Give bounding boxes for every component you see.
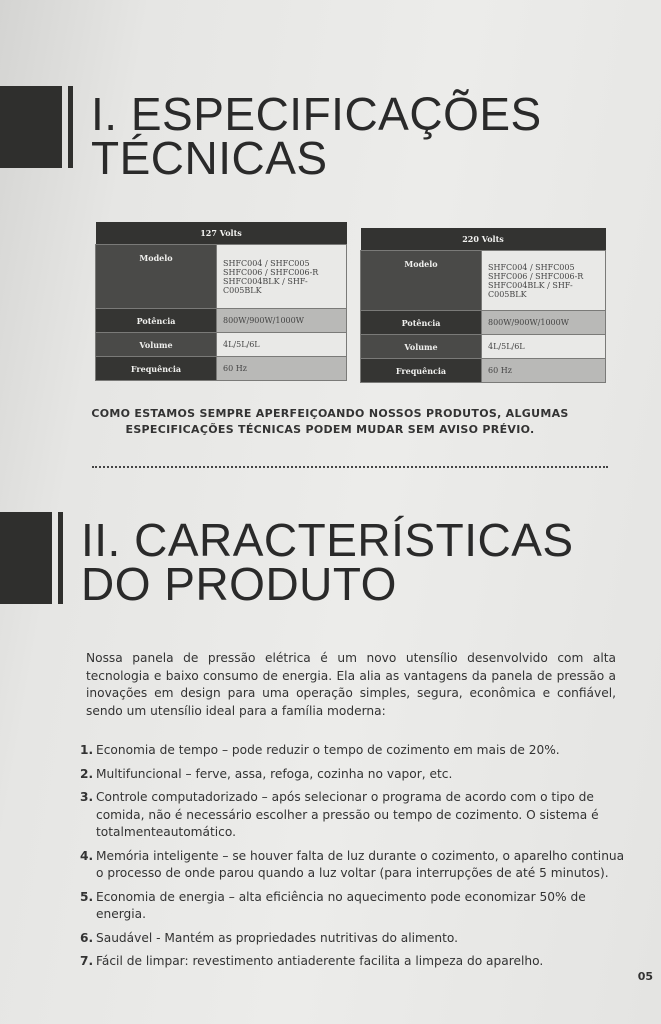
- section-1-title: [91, 88, 542, 184]
- table-header: 220 Volts: [361, 228, 606, 251]
- row-label-potencia: Potência: [96, 309, 217, 333]
- heading-thin-bar: [58, 512, 63, 604]
- list-item: 3. Controle computadorizado – após selecionar o programa de acordo com o tipo de comida, não é necessário escolher a pressão ou tempo de cozimento. O sistema é totalmenteautomático.: [80, 790, 599, 839]
- row-value-volume: 4L/5L/6L: [482, 335, 606, 359]
- row-value-potencia: 800W/900W/1000W: [482, 311, 606, 335]
- heading-thin-bar: [68, 86, 73, 168]
- list-item: 1. Economia de tempo – pode reduzir o tempo de cozimento em mais de 20%.: [80, 743, 560, 757]
- row-label-modelo: Modelo: [96, 245, 217, 309]
- row-value-modelo: SHFC004 / SHFC005 SHFC006 / SHFC006-R SHFC004BLK / SHF-C005BLK: [217, 245, 347, 309]
- heading-block-bar: [0, 512, 52, 604]
- row-label-potencia: Potência: [361, 311, 482, 335]
- intro-paragraph: Nossa panela de pressão elétrica é um novo utensílio desenvolvido com alta tecnologia e baixo consumo de energia. Ela alia as vantagens da panela de pressão a inovações em design para uma operação simples, segura, econômica e confiável, sendo um utensílio ideal para a família moderna:: [86, 651, 616, 718]
- section-2-title-line2: DO PRODUTO: [81, 558, 397, 610]
- row-label-volume: Volume: [96, 333, 217, 357]
- list-item: 6. Saudável - Mantém as propriedades nutritivas do alimento.: [80, 930, 459, 945]
- section-2-heading: [0, 512, 574, 610]
- spec-table-220v: [360, 228, 606, 383]
- dotted-divider: [92, 466, 608, 468]
- spec-table-127v: [95, 222, 347, 381]
- table-header: 127 Volts: [96, 222, 347, 245]
- spec-change-notice: COMO ESTAMOS SEMPRE APERFEIÇOANDO NOSSOS PRODUTOS, ALGUMAS ESPECIFICAÇÕES TÉCNICAS PODEM MUDAR SEM AVISO PRÉVIO.: [91, 407, 569, 436]
- list-item: 5. Economia de energia – alta eficiência no aquecimento pode economizar 50% de energia.: [80, 889, 586, 921]
- row-label-frequencia: Frequência: [96, 357, 217, 381]
- feature-list: [80, 742, 630, 977]
- list-item: 4. Memória inteligente – se houver falta de luz durante o cozimento, o aparelho continua o processo de onde parou quando a luz voltar (para interrupções de até 5 minutos).: [80, 848, 625, 880]
- row-value-modelo: SHFC004 / SHFC005 SHFC006 / SHFC006-R SHFC004BLK / SHF-C005BLK: [482, 251, 606, 311]
- list-item: 2. Multifuncional – ferve, assa, refoga, cozinha no vapor, etc.: [80, 766, 453, 781]
- row-label-modelo: Modelo: [361, 251, 482, 311]
- list-item: 7. Fácil de limpar: revestimento antiaderente facilita a limpeza do aparelho.: [80, 954, 544, 968]
- section-2-title-line1: II. CARACTERÍSTICAS: [81, 514, 574, 566]
- row-label-frequencia: Frequência: [361, 359, 482, 383]
- section-2-title: [81, 514, 574, 610]
- section-1-title-line1: I. ESPECIFICAÇÕES: [91, 88, 542, 140]
- section-1-title-line2: TÉCNICAS: [91, 132, 328, 184]
- row-value-frequencia: 60 Hz: [482, 359, 606, 383]
- row-value-frequencia: 60 Hz: [217, 357, 347, 381]
- page-number: 05: [637, 970, 653, 983]
- row-value-potencia: 800W/900W/1000W: [217, 309, 347, 333]
- row-value-volume: 4L/5L/6L: [217, 333, 347, 357]
- section-1-heading: [0, 86, 542, 184]
- heading-block-bar: [0, 86, 62, 168]
- row-label-volume: Volume: [361, 335, 482, 359]
